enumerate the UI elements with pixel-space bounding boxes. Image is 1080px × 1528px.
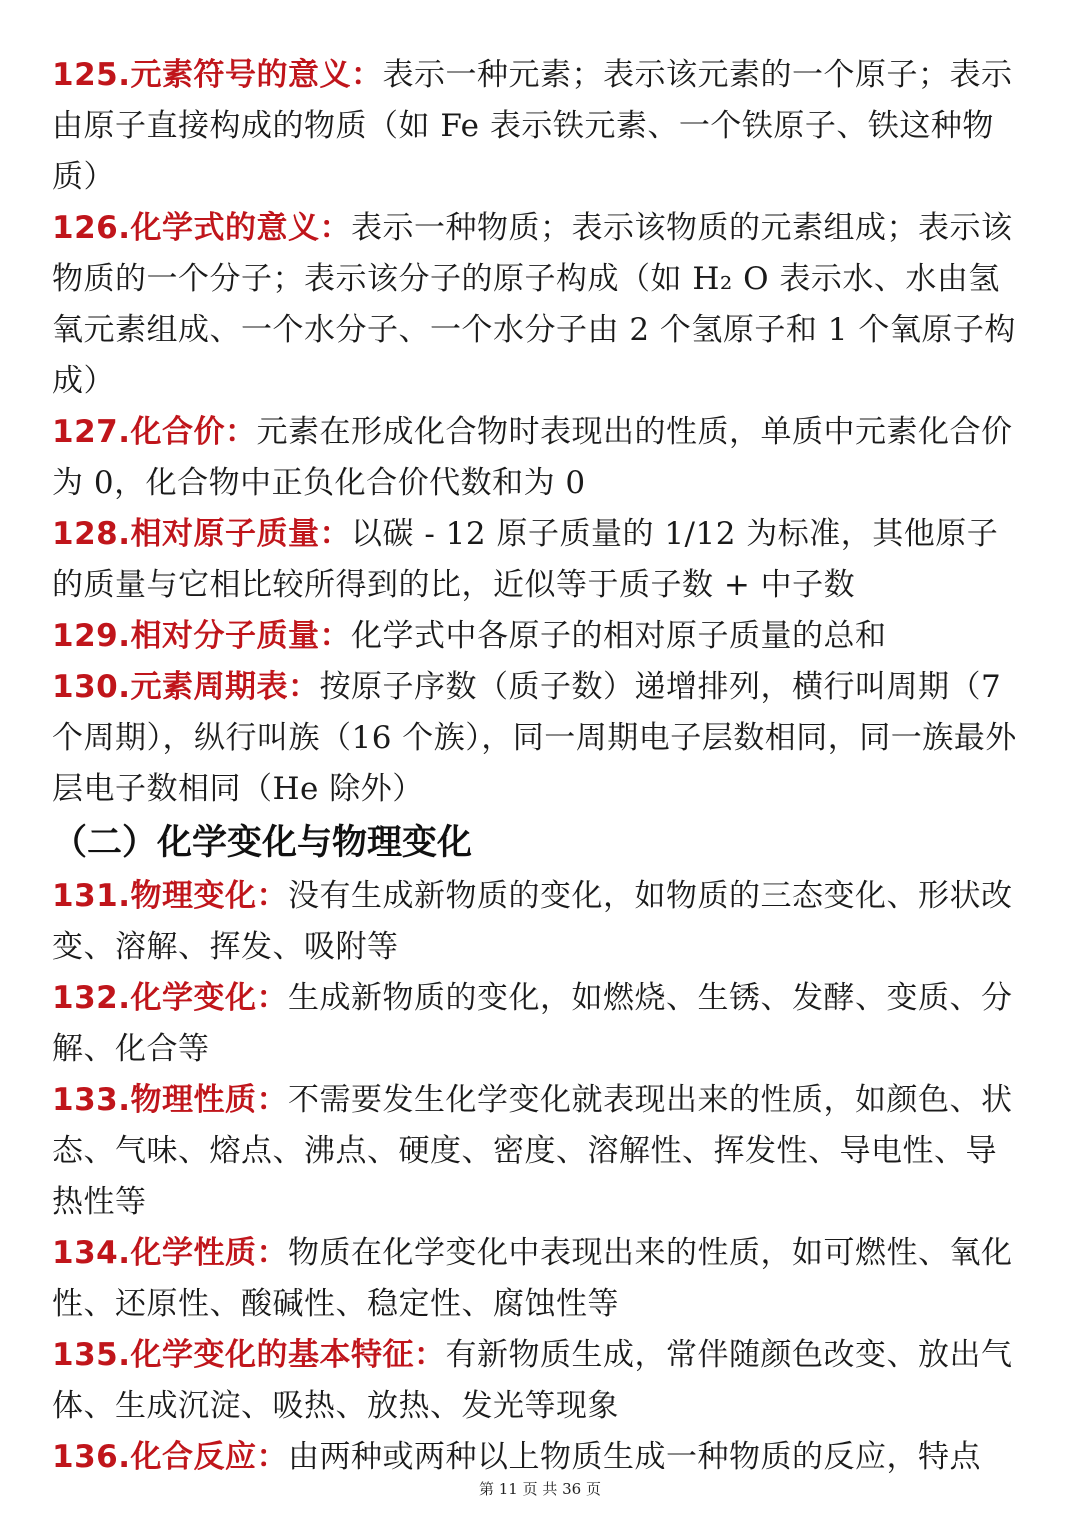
entry-definition: 化学式中各原子的相对原子质量的总和 bbox=[351, 618, 887, 654]
entry-number: 125. bbox=[52, 57, 131, 93]
entry-126 bbox=[52, 203, 1027, 407]
entry-number: 126. bbox=[52, 210, 131, 246]
entry-term: 相对原子质量： bbox=[130, 516, 351, 552]
entry-term: 物理性质： bbox=[130, 1082, 288, 1118]
entry-134 bbox=[52, 1228, 1027, 1330]
entry-definition: 生成新物质的变化，如燃烧、生锈、发酵、变质、分解、化合等 bbox=[52, 980, 1013, 1067]
entry-definition: 以碳 - 12 原子质量的 1/12 为标准，其他原子的质量与它相比较所得到的比，近似等于质子数 + 中子数 bbox=[52, 516, 999, 603]
entry-definition: 表示一种元素；表示该元素的一个原子；表示由原子直接构成的物质（如 Fe 表示铁元素、一个铁原子、铁这种物质） bbox=[52, 57, 1013, 195]
page-footer: 第 11 页 共 36 页 bbox=[478, 1480, 601, 1498]
entry-definition: 由两种或两种以上物质生成一种物质的反应，特点 bbox=[288, 1439, 981, 1475]
entry-term: 化合价： bbox=[130, 414, 257, 450]
entry-definition: 按原子序数（质子数）递增排列，横行叫周期（7 个周期），纵行叫族（16 个族），同一周期电子层数相同，同一族最外层电子数相同（He 除外） bbox=[52, 669, 1017, 807]
entry-132 bbox=[52, 973, 1027, 1075]
entry-136 bbox=[52, 1432, 1027, 1483]
entry-number: 133. bbox=[52, 1082, 131, 1118]
entry-term: 元素周期表： bbox=[130, 669, 320, 705]
entry-133 bbox=[52, 1075, 1027, 1228]
entry-number: 128. bbox=[52, 516, 131, 552]
entry-term: 化学变化： bbox=[130, 980, 288, 1016]
entry-number: 131. bbox=[52, 878, 131, 914]
entry-definition: 元素在形成化合物时表现出的性质，单质中元素化合价为 0，化合物中正负化合价代数和为 0 bbox=[52, 414, 1013, 501]
entry-number: 129. bbox=[52, 618, 131, 654]
entry-definition: 没有生成新物质的变化，如物质的三态变化、形状改变、溶解、挥发、吸附等 bbox=[52, 878, 1013, 965]
entry-term: 元素符号的意义： bbox=[130, 57, 383, 93]
entry-definition: 不需要发生化学变化就表现出来的性质，如颜色、状态、气味、熔点、沸点、硬度、密度、溶解性、挥发性、导电性、导热性等 bbox=[52, 1082, 1013, 1220]
entry-number: 127. bbox=[52, 414, 131, 450]
document-page bbox=[52, 50, 1027, 1483]
entry-term: 化学式的意义： bbox=[130, 210, 351, 246]
entry-number: 132. bbox=[52, 980, 131, 1016]
entry-definition: 物质在化学变化中表现出来的性质，如可燃性、氧化性、还原性、酸碱性、稳定性、腐蚀性等 bbox=[52, 1235, 1013, 1322]
entry-number: 130. bbox=[52, 669, 131, 705]
entry-term: 物理变化： bbox=[130, 878, 288, 914]
entry-131 bbox=[52, 871, 1027, 973]
entry-definition: 表示一种物质；表示该物质的元素组成；表示该物质的一个分子；表示该分子的原子构成（如 H₂ O 表示水、水由氢氧元素组成、一个水分子、一个水分子由 2 个氢原子和 1 个氧原子构成） bbox=[52, 210, 1016, 399]
entry-term: 化合反应： bbox=[130, 1439, 288, 1475]
entry-list-part2 bbox=[52, 871, 1027, 1483]
section-heading: （二）化学变化与物理变化 bbox=[52, 823, 473, 863]
entry-128 bbox=[52, 509, 1027, 611]
entry-135 bbox=[52, 1330, 1027, 1432]
entry-term: 相对分子质量： bbox=[130, 618, 351, 654]
entry-term: 化学变化的基本特征： bbox=[130, 1337, 446, 1373]
entry-130 bbox=[52, 662, 1027, 815]
entry-127 bbox=[52, 407, 1027, 509]
entry-125 bbox=[52, 50, 1027, 203]
entry-list-part1 bbox=[52, 50, 1027, 815]
entry-number: 134. bbox=[52, 1235, 131, 1271]
entry-129 bbox=[52, 611, 1027, 662]
entry-term: 化学性质： bbox=[130, 1235, 288, 1271]
entry-number: 136. bbox=[52, 1439, 131, 1475]
entry-number: 135. bbox=[52, 1337, 131, 1373]
entry-definition: 有新物质生成，常伴随颜色改变、放出气体、生成沉淀、吸热、放热、发光等现象 bbox=[52, 1337, 1013, 1424]
